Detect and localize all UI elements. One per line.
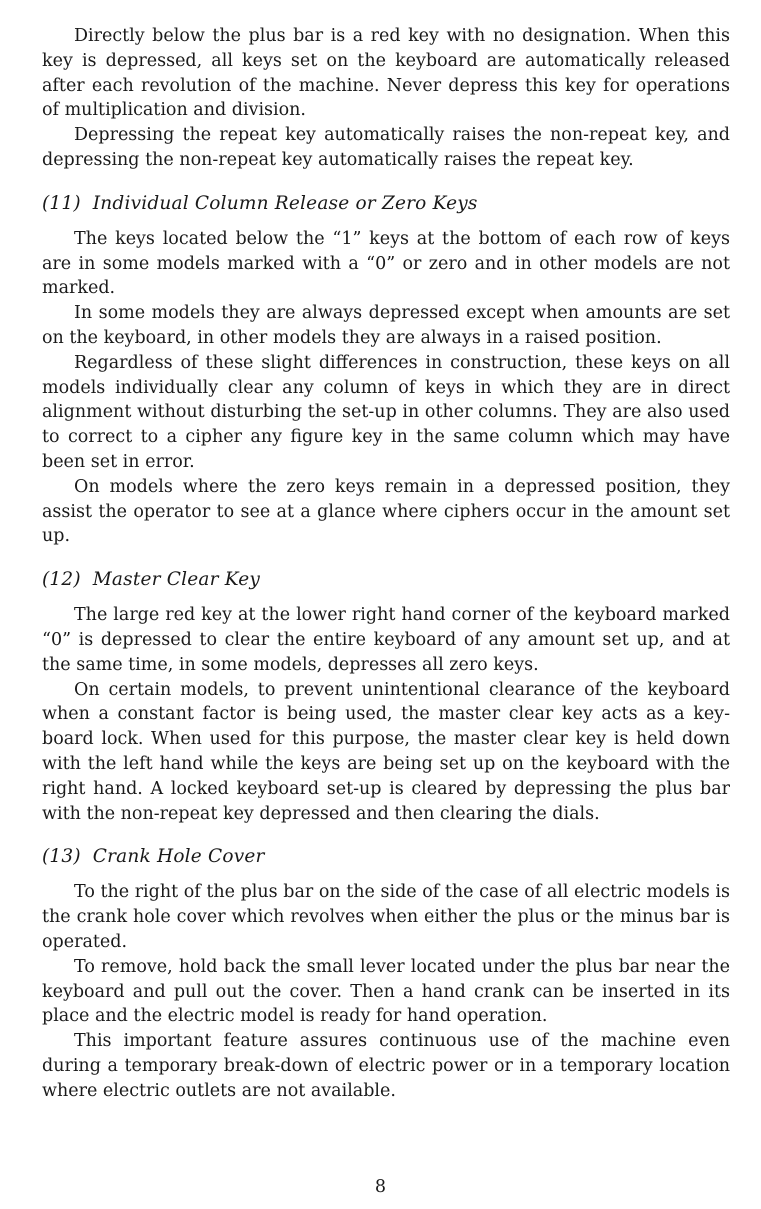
section-13-paragraph-2: To remove, hold back the small lever located under the plus bar near the keyboard and pull out the cover. Then a hand crank can be inserted in its place and the electric model is ready for hand operation. — [42, 956, 730, 1027]
section-13-heading — [42, 844, 730, 870]
intro-paragraph-2: Depressing the repeat key automatically raises the non-repeat key, and depressing the non-repeat key automatically raises the repeat key. — [42, 125, 730, 170]
section-12-title: Master Clear Key — [92, 569, 261, 591]
section-11-paragraph-4: On models where the zero keys remain in a depressed position, they assist the operator to see at a glance where ciphers occur in the amount set up. — [42, 476, 730, 547]
section-13-title: Crank Hole Cover — [92, 846, 265, 868]
section-11-paragraph-1: The keys located below the “1” keys at the bottom of each row of keys are in some models marked with a “0” or zero and in other models are not marked. — [42, 228, 730, 299]
section-gap — [42, 173, 730, 191]
section-13-number: (13) — [42, 846, 81, 868]
section-11-heading — [42, 191, 730, 217]
section-11-paragraph-3: Regardless of these slight differences in construction, these keys on all models individually clear any column of keys in which they are in direct alignment without disturbing the set-up in other columns. They are also used to correct to a cipher any figure key in the same column which may have been set in error. — [42, 352, 730, 472]
section-12-paragraph-1: The large red key at the lower right hand corner of the keyboard marked “0” is depressed to clear the entire keyboard of any amount set up, and at the same time, in some models, depresses all zero keys. — [42, 605, 730, 675]
heading-gap — [42, 593, 730, 603]
section-gap — [42, 549, 730, 567]
page-number: 8 — [374, 1177, 387, 1197]
heading-gap — [42, 870, 730, 880]
section-11-paragraph-2: In some models they are always depressed except when amounts are set on the keyboard, in other models they are always in a raised position. — [42, 303, 730, 348]
page-content — [42, 24, 730, 1103]
section-11-title: Individual Column Release or Zero Keys — [92, 192, 478, 214]
heading-gap — [42, 217, 730, 227]
intro-paragraph-1: Directly below the plus bar is a red key with no designation. When this key is depressed, all keys set on the keyboard are automatically released after each revolution of the machine. Never depress this key for operations of multiplication and division. — [42, 26, 730, 121]
section-12-heading — [42, 567, 730, 593]
section-gap — [42, 826, 730, 844]
section-13-paragraph-3: This important feature assures continuous use of the machine even during a temporary break-down of electric power or in a temporary location where electric outlets are not available. — [42, 1031, 730, 1101]
section-13-paragraph-1: To the right of the plus bar on the side of the case of all electric models is the crank hole cover which revolves when either the plus or the minus bar is operated. — [42, 882, 730, 952]
section-12-paragraph-2: On certain models, to prevent unintentional clearance of the keyboard when a constant factor is being used, the master clear key acts as a keyboard lock. When used for this purpose, the master clear key is held down with the left hand while the keys are being set up on the keyboard with the right hand. A locked keyboard set-up is cleared by depressing the plus bar with the non-repeat key depressed and then clearing the dials. — [42, 679, 730, 824]
section-11-number: (11) — [42, 192, 81, 214]
section-12-number: (12) — [42, 569, 81, 591]
